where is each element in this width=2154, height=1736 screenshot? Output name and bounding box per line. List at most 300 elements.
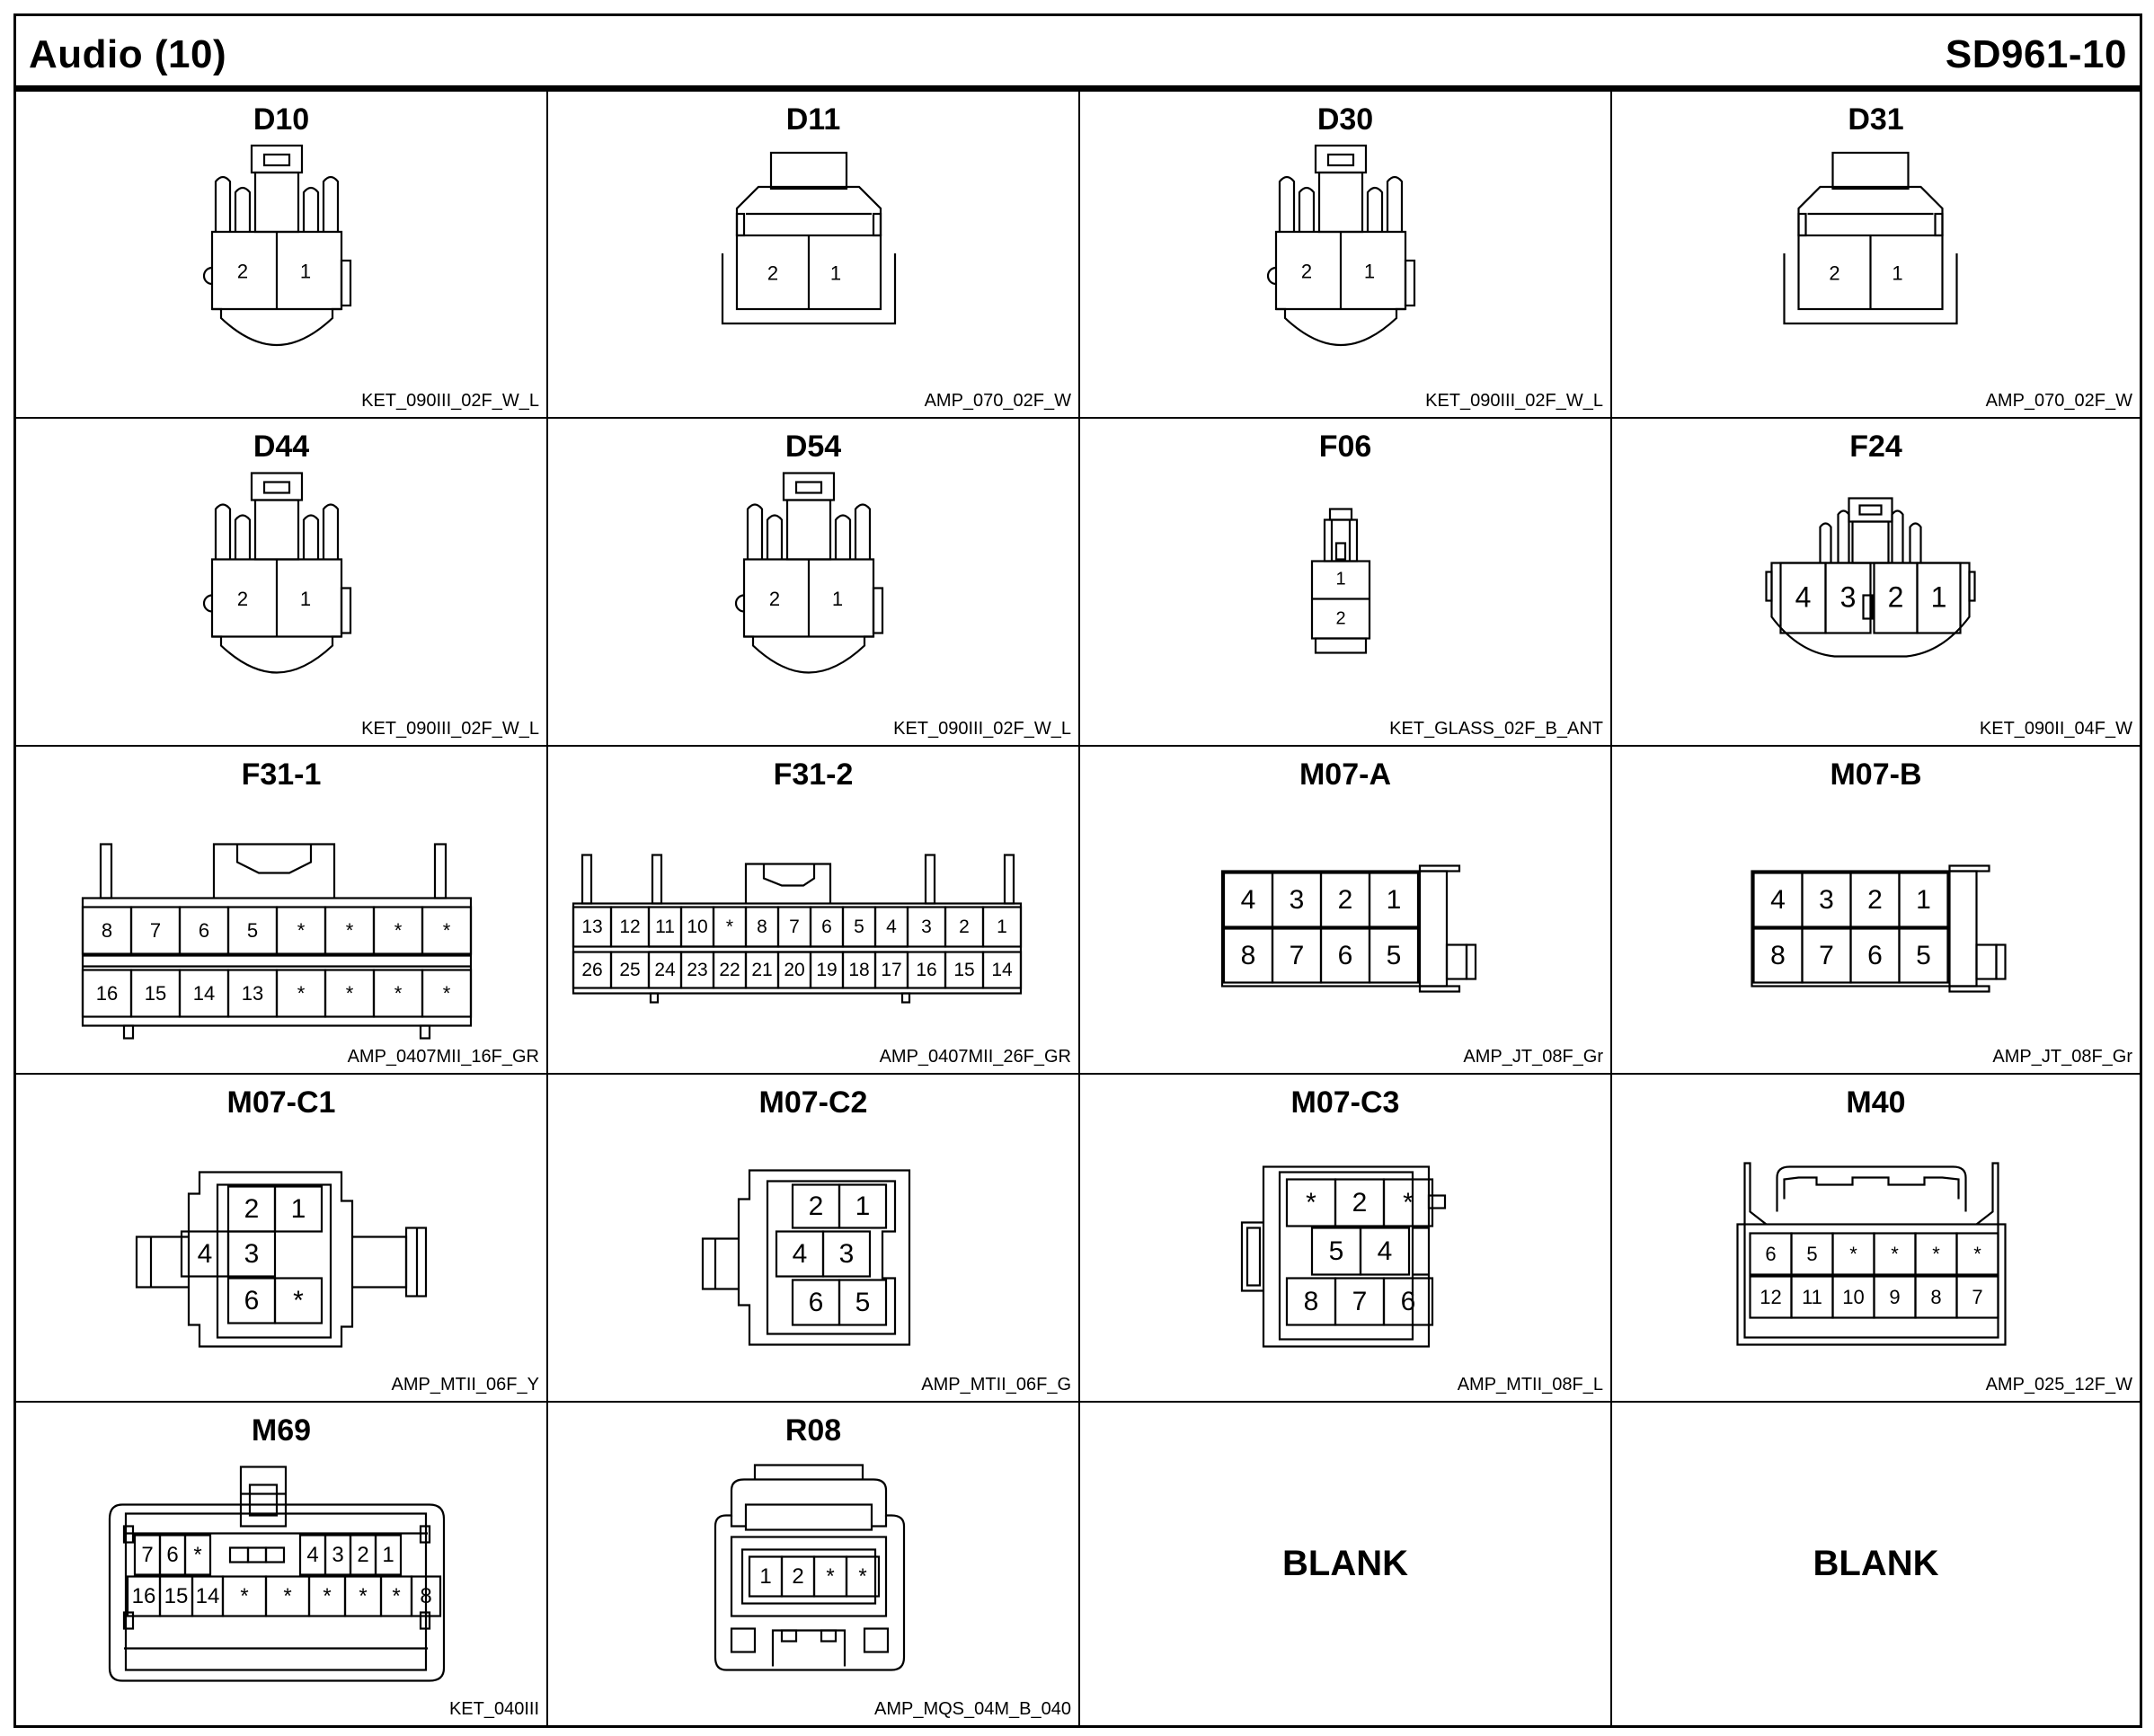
sheet-title: Audio (10) (29, 32, 227, 76)
pin-number: 5 (1386, 941, 1402, 970)
connector-part-code: KET_090II_04F_W (1979, 719, 2132, 739)
connector-face (83, 845, 471, 1039)
connector-face (703, 1171, 909, 1345)
bottom-tab (731, 1629, 755, 1652)
pin-number: 17 (881, 960, 902, 980)
connector-face (1242, 1167, 1445, 1347)
connector-drawing-d11 (548, 92, 1080, 419)
connector-face (722, 153, 895, 323)
connector-sheet (13, 13, 2142, 1728)
side-tab (1970, 572, 1975, 601)
housing-outline (767, 1182, 895, 1334)
pin-number: 1 (829, 261, 842, 285)
connector-part-code: AMP_JT_08F_Gr (1992, 1047, 2132, 1067)
pin-number: 5 (246, 919, 259, 942)
latch-rail (1950, 866, 1990, 872)
connector-face (1738, 1164, 2006, 1345)
housing-outline (189, 1173, 352, 1347)
latch-body (1853, 522, 1889, 563)
housing-outline (204, 268, 212, 284)
pin-number: 3 (1839, 580, 1857, 614)
pin-number: 8 (1770, 941, 1786, 970)
pin-number: 2 (1887, 580, 1904, 614)
connector-cell-d10 (16, 92, 548, 419)
pin-number: 2 (808, 1191, 824, 1221)
pin-number: 5 (855, 1288, 871, 1317)
pin-number: 4 (306, 1543, 319, 1567)
blank-cavity (230, 1548, 248, 1563)
side-rib (1936, 214, 1943, 235)
pin-number: 1 (1363, 260, 1376, 283)
pin-number: 2 (768, 588, 781, 610)
pin-number: 7 (1819, 941, 1834, 970)
connector-part-code: AMP_MQS_04M_B_040 (873, 1699, 1071, 1719)
side-tab (1767, 572, 1772, 601)
pin-number: 8 (1303, 1287, 1319, 1316)
connector-drawing-m07-c3 (1080, 1075, 1612, 1403)
blank-label: BLANK (1282, 1544, 1408, 1583)
pin-number: 6 (244, 1286, 260, 1315)
pin-number: 1 (1916, 885, 1931, 915)
housing-outline (737, 187, 881, 235)
connector-part-code: KET_040III (448, 1699, 539, 1719)
connector-cell-m69 (16, 1403, 548, 1725)
connector-cell-m07-a (1080, 747, 1612, 1075)
housing-outline (1738, 1225, 2006, 1345)
bottom-tab (782, 1631, 796, 1642)
connector-label: M07-A (1299, 757, 1392, 792)
housing-outline (755, 1466, 863, 1480)
pin-number: 14 (195, 1584, 220, 1608)
connector-cell-blank-2 (1612, 1403, 2140, 1725)
side-tab (341, 261, 350, 306)
pin-number: * (826, 1564, 835, 1589)
latch-tab (1447, 945, 1467, 979)
latch-body (1325, 520, 1357, 562)
connector-cell-m07-c1 (16, 1075, 548, 1403)
connector-cell-m07-b (1612, 747, 2140, 1075)
pin-number: 2 (236, 588, 249, 610)
latch-top (1316, 146, 1366, 173)
latch-top (252, 146, 302, 173)
pin-number: 2 (1300, 260, 1313, 283)
connector-face (573, 855, 1021, 1003)
connector-part-code: AMP_JT_08F_Gr (1463, 1047, 1603, 1067)
bottom-tab (124, 1026, 133, 1039)
latch-top (1833, 153, 1909, 189)
pin-number: 3 (838, 1239, 855, 1269)
housing-outline (1910, 524, 1921, 563)
latch-top (771, 153, 847, 189)
housing-outline (855, 505, 870, 560)
connector-cell-f06 (1080, 419, 1612, 747)
housing-outline (324, 505, 338, 560)
pin-number: * (345, 919, 354, 942)
pin-number: 1 (290, 1194, 306, 1224)
pin-housing (1745, 1225, 1999, 1338)
pin-number: 6 (1765, 1243, 1777, 1265)
connector-label: F06 (1318, 430, 1372, 464)
connector-face (736, 474, 882, 673)
pin-number: 6 (1337, 941, 1353, 970)
latch-slot (1328, 155, 1353, 165)
pin-number: 3 (332, 1543, 344, 1567)
connector-part-code: KET_GLASS_02F_B_ANT (1389, 719, 1603, 739)
pin-number: 2 (1337, 885, 1353, 915)
pin-number: 9 (1889, 1286, 1901, 1308)
housing-outline (731, 1516, 886, 1527)
housing-outline (237, 845, 311, 873)
connector-label: F31-1 (241, 757, 322, 792)
pin-number: 11 (1802, 1286, 1822, 1308)
pin-housing (1280, 1173, 1413, 1340)
connector-label: M07-C2 (758, 1085, 868, 1120)
connector-cell-d31 (1612, 92, 2140, 419)
latch-slot (1336, 544, 1345, 560)
latch-post (652, 855, 661, 904)
pin-number: 23 (687, 960, 708, 980)
pin-number: * (1849, 1243, 1857, 1265)
latch-post (582, 855, 591, 904)
pin-number: 4 (1795, 580, 1812, 614)
connector-part-code: AMP_MTII_06F_G (921, 1375, 1071, 1395)
latch-top (1849, 499, 1893, 522)
latch-slot (250, 1485, 277, 1516)
housing-outline (1368, 188, 1382, 232)
connector-part-code: KET_090III_02F_W_L (361, 391, 539, 411)
housing-outline (1777, 1167, 1966, 1212)
connector-label: D31 (1848, 102, 1904, 137)
pin-number: 10 (1842, 1286, 1865, 1308)
housing-outline (736, 596, 744, 612)
pin-number: 14 (192, 982, 216, 1005)
pin-number: 25 (619, 960, 641, 980)
housing-outline (1821, 524, 1831, 563)
pin-number: * (1306, 1188, 1316, 1218)
pin-number: 13 (241, 982, 264, 1005)
pin-number: * (394, 919, 403, 942)
pin-number: 8 (1930, 1286, 1942, 1308)
latch-slot (264, 155, 289, 165)
connector-cell-r08 (548, 1403, 1080, 1725)
pin-number: 7 (149, 919, 162, 942)
latch-post (926, 855, 935, 904)
pin-number: 1 (1930, 580, 1947, 614)
connector-cell-m07-c3 (1080, 1075, 1612, 1403)
pin-number: 6 (821, 917, 832, 937)
pin-number: 1 (855, 1191, 871, 1221)
housing-outline (1299, 188, 1314, 232)
connector-face (1752, 866, 2006, 992)
housing-outline (235, 516, 250, 560)
sheet-code: SD961-10 (1945, 32, 2127, 76)
pin-number: 1 (1892, 261, 1903, 285)
side-tab (1429, 1196, 1445, 1209)
connector-part-code: AMP_MTII_08F_L (1457, 1375, 1603, 1395)
blank-label: BLANK (1813, 1544, 1939, 1583)
pin-number: 7 (1352, 1287, 1368, 1316)
latch-tab (1997, 945, 2006, 979)
housing-outline (1893, 511, 1903, 563)
housing-outline (352, 1237, 406, 1288)
pin-number: 3 (921, 917, 932, 937)
pin-number: 1 (299, 260, 312, 283)
pin-number: 8 (1240, 941, 1256, 970)
pin-number: 20 (784, 960, 805, 980)
pin-number: 3 (244, 1239, 260, 1269)
connector-part-code: AMP_0407MII_16F_GR (347, 1047, 539, 1067)
pin-number: 1 (759, 1564, 772, 1589)
latch-rail (1420, 987, 1459, 992)
pin-number: 21 (751, 960, 773, 980)
pin-number: 26 (581, 960, 603, 980)
connector-cell-d30 (1080, 92, 1612, 419)
connector-drawing-f24 (1612, 419, 2140, 747)
pin-number: * (359, 1584, 368, 1608)
pin-number: 18 (848, 960, 870, 980)
housing-outline (764, 864, 814, 886)
housing-outline (304, 516, 318, 560)
pin-number: * (297, 919, 306, 942)
pin-number: 16 (95, 982, 119, 1005)
connector-label: D54 (784, 430, 842, 464)
connector-label: R08 (784, 1413, 842, 1448)
housing-outline (1785, 1178, 1959, 1200)
pin-number: 7 (141, 1543, 154, 1567)
pin-number: * (297, 982, 306, 1005)
pin-number: * (442, 919, 451, 942)
connector-face (1268, 146, 1414, 345)
connector-drawing-r08 (548, 1403, 1080, 1725)
pin-number: 6 (166, 1543, 179, 1567)
bottom-tab (421, 1026, 430, 1039)
connector-drawing-m69 (16, 1403, 548, 1725)
pin-number: 2 (1352, 1188, 1368, 1218)
housing-outline (324, 177, 338, 232)
housing-outline (1839, 511, 1849, 563)
pin-number: 5 (1328, 1236, 1344, 1266)
connector-label: D10 (253, 102, 310, 137)
connector-drawing-m07-b (1612, 747, 2140, 1075)
latch-top (1330, 509, 1352, 520)
pin-number: 2 (244, 1194, 260, 1224)
pin-number: 13 (581, 917, 603, 937)
connector-face (1312, 509, 1370, 653)
side-tab (873, 589, 882, 633)
pin-number: 2 (792, 1564, 804, 1589)
latch-slot (264, 483, 289, 493)
pin-number: 12 (619, 917, 641, 937)
pin-number: 4 (197, 1239, 213, 1269)
connector-drawing-d31 (1612, 92, 2140, 419)
connector-grid (16, 92, 2140, 1725)
housing-outline (1745, 1164, 1767, 1225)
connector-drawing-m40 (1612, 1075, 2140, 1403)
pin-number: 6 (808, 1288, 824, 1317)
latch-rail (1420, 866, 1459, 872)
side-rib (1799, 214, 1806, 235)
connector-label: F24 (1849, 430, 1902, 464)
bottom-tab (1316, 639, 1366, 653)
pin-number: * (1403, 1188, 1414, 1218)
housing-outline (1387, 177, 1402, 232)
latch-body (255, 500, 298, 560)
connector-label: D11 (785, 102, 841, 137)
pin-number: 4 (1770, 885, 1786, 915)
pin-number: * (1932, 1243, 1940, 1265)
housing-outline (1420, 872, 1447, 987)
latch-post (1005, 855, 1014, 904)
connector-drawing-f06 (1080, 419, 1612, 747)
pin-number: 1 (1386, 885, 1402, 915)
connector-part-code: KET_090III_02F_W_L (1425, 391, 1603, 411)
connector-part-code: KET_090III_02F_W_L (361, 719, 539, 739)
pin-number: 5 (1916, 941, 1931, 970)
connector-face (1222, 866, 1476, 992)
latch-top (241, 1467, 286, 1527)
housing-outline (204, 596, 212, 612)
pin-number: 16 (916, 960, 937, 980)
connector-label: D30 (1316, 102, 1374, 137)
pin-number: 7 (1289, 941, 1305, 970)
connector-face (204, 146, 350, 345)
side-tab (1405, 261, 1414, 306)
latch-body (1319, 173, 1362, 232)
housing-outline (304, 188, 318, 232)
bottom-tab (864, 1629, 888, 1652)
connector-label: D44 (253, 430, 310, 464)
pin-number: * (858, 1564, 867, 1589)
side-rib (737, 214, 744, 235)
pin-number: 19 (816, 960, 838, 980)
bottom-tab (902, 994, 909, 1003)
connector-drawing-d30 (1080, 92, 1612, 419)
connector-label: M07-C3 (1290, 1085, 1400, 1120)
latch-post (101, 845, 111, 899)
housing-outline (235, 188, 250, 232)
connector-drawing-f31-1 (16, 747, 548, 1075)
connector-cell-d44 (16, 419, 548, 747)
housing-outline (1280, 177, 1294, 232)
connector-face (715, 1466, 904, 1670)
pin-number: 22 (719, 960, 740, 980)
pin-number: 3 (1289, 885, 1305, 915)
pin-number: 16 (131, 1584, 156, 1608)
pin-number: 2 (767, 261, 779, 285)
housing-outline (746, 864, 830, 904)
pin-number: 15 (164, 1584, 189, 1608)
latch-rail (1950, 987, 1990, 992)
latch-tab (1977, 945, 1997, 979)
connector-cell-m40 (1612, 1075, 2140, 1403)
latch-body (255, 173, 298, 232)
pin-number: * (394, 982, 403, 1005)
pin-number: * (193, 1543, 202, 1567)
latch-post (435, 845, 446, 899)
pin-number: 2 (1829, 261, 1840, 285)
side-tab (341, 589, 350, 633)
connector-drawing-d54 (548, 419, 1080, 747)
pin-number: 24 (654, 960, 676, 980)
pin-number: * (442, 982, 451, 1005)
pin-number: * (1891, 1243, 1899, 1265)
connector-cell-d11 (548, 92, 1080, 419)
connector-cell-f31-2 (548, 747, 1080, 1075)
pin-number: * (323, 1584, 332, 1608)
side-tab (1247, 1228, 1260, 1286)
pin-number: 2 (959, 917, 970, 937)
pin-number: 1 (997, 917, 1007, 937)
pin-number: 6 (1867, 941, 1883, 970)
pin-number: 1 (831, 588, 844, 610)
pin-number: * (293, 1286, 304, 1315)
pin-number: 3 (1819, 885, 1834, 915)
pin-number: 2 (236, 260, 249, 283)
pin-number: 5 (854, 917, 864, 937)
pin-number: 12 (1760, 1286, 1782, 1308)
pin-number: 11 (655, 917, 675, 937)
pin-number: * (392, 1584, 401, 1608)
housing-outline (748, 505, 762, 560)
connector-part-code: KET_090III_02F_W_L (893, 719, 1071, 739)
pin-number: 4 (886, 917, 897, 937)
pin-number: * (1973, 1243, 1981, 1265)
connector-label: M07-B (1830, 757, 1922, 792)
pin-number: 8 (101, 919, 113, 942)
bottom-tab (821, 1631, 836, 1642)
pin-number: 2 (1335, 608, 1346, 629)
housing-outline (1268, 268, 1276, 284)
latch-slot (1860, 506, 1882, 515)
housing-outline (703, 1239, 739, 1289)
connector-face (137, 1173, 426, 1347)
pin-number: * (240, 1584, 249, 1608)
connector-part-code: AMP_070_02F_W (1985, 391, 2132, 411)
latch-body (746, 1505, 872, 1530)
housing-outline (1950, 872, 1977, 987)
connector-label: M07-C1 (226, 1085, 336, 1120)
connector-cell-f31-1 (16, 747, 548, 1075)
connector-drawing-m07-c1 (16, 1075, 548, 1403)
connector-drawing-m07-c2 (548, 1075, 1080, 1403)
latch-top (784, 474, 834, 500)
pin-number: 8 (757, 917, 767, 937)
pin-number: 4 (1377, 1236, 1393, 1266)
pin-number: 14 (991, 960, 1013, 980)
pin-number: 1 (1335, 569, 1346, 589)
blank-cavity (248, 1548, 266, 1563)
housing-outline (836, 516, 850, 560)
connector-part-code: AMP_025_12F_W (1985, 1375, 2132, 1395)
pin-number: 10 (687, 917, 708, 937)
latch-top (252, 474, 302, 500)
housing-outline (1799, 187, 1943, 235)
housing-outline (216, 505, 230, 560)
connector-label: F31-2 (773, 757, 854, 792)
connector-face (204, 474, 350, 673)
pin-number: 2 (357, 1543, 369, 1567)
pin-number: 8 (420, 1584, 432, 1608)
connector-face (1767, 499, 1975, 657)
pin-number: 7 (789, 917, 800, 937)
connector-drawing-d44 (16, 419, 548, 747)
latch-body (787, 500, 830, 560)
connector-drawing-f31-2 (548, 747, 1080, 1075)
pin-number: * (725, 917, 734, 937)
latch-slot (796, 483, 821, 493)
connector-label: M69 (251, 1413, 312, 1448)
pin-number: 2 (1867, 885, 1883, 915)
